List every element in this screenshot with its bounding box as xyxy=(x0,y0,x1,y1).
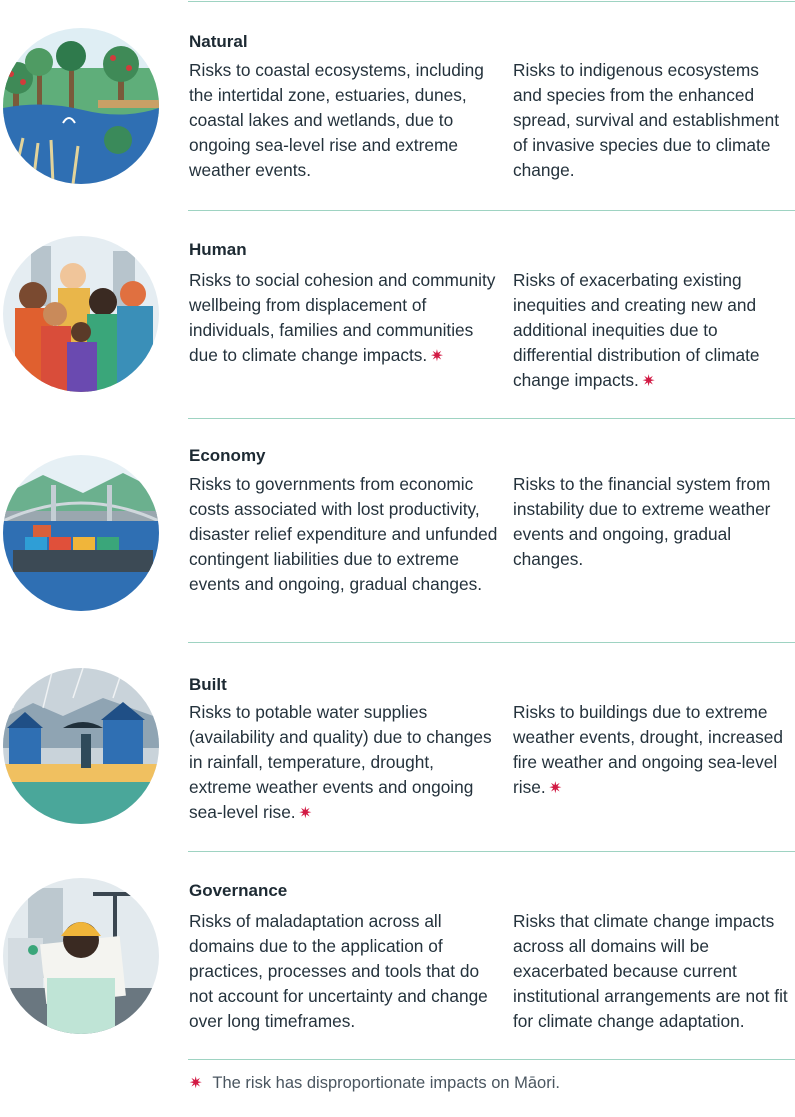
section-title: Built xyxy=(189,675,227,694)
risk-text-right: Risks to the financial system from instability due to extreme weather events and ongoing, gradual changes. xyxy=(513,474,771,569)
section-title: Human xyxy=(189,240,247,259)
risk-text-right: Risks that climate change impacts across all domains will be exacerbated because current institutional arrangements are not fit for climate change adaptation. xyxy=(513,911,788,1031)
section-title: Governance xyxy=(189,881,288,900)
risk-text-left: Risks to social cohesion and community wellbeing from displacement of individuals, families and communities due to climate change impacts. ✷ xyxy=(189,270,496,365)
maori-impact-asterisk-icon: ✷ xyxy=(189,1075,203,1092)
footnote xyxy=(189,1073,560,1093)
maori-impact-asterisk-icon: ✷ xyxy=(641,373,656,390)
risk-text-right: Risks to buildings due to extreme weather events, drought, increased fire weather and ongoing sea-level rise. ✷ xyxy=(513,702,783,797)
coastal-ecosystem-illustration xyxy=(3,28,159,184)
section-title: Natural xyxy=(189,32,248,51)
risk-text-right: Risks of exacerbating existing inequities and creating new and additional inequities due to differential distribution of climate change impacts. ✷ xyxy=(513,270,760,390)
planner-city-illustration xyxy=(3,878,159,1034)
section-title: Economy xyxy=(189,446,266,465)
risk-text-left: Risks to coastal ecosystems, including the intertidal zone, estuaries, dunes, coastal lakes and wetlands, due to ongoing sea-level rise and extreme weather events. xyxy=(189,60,484,180)
footnote-text: The risk has disproportionate impacts on Māori. xyxy=(212,1074,560,1092)
section-divider xyxy=(188,210,795,211)
maori-impact-asterisk-icon: ✷ xyxy=(548,780,563,797)
storm-houses-illustration xyxy=(3,668,159,824)
maori-impact-asterisk-icon: ✷ xyxy=(430,348,444,365)
risk-text-left: Risks of maladaptation across all domains due to the application of practices, processes and tools that do not account for uncertainty and change over long timeframes. xyxy=(189,911,488,1031)
risk-text-right: Risks to indigenous ecosystems and species from the enhanced spread, survival and establishment of invasive species due to climate change. xyxy=(513,60,780,180)
section-divider xyxy=(188,1,795,2)
section-divider xyxy=(188,642,795,643)
port-bridge-illustration xyxy=(3,455,159,611)
section-divider xyxy=(188,1059,795,1060)
maori-impact-asterisk-icon: ✷ xyxy=(298,805,313,822)
section-divider xyxy=(188,418,795,419)
community-people-illustration xyxy=(3,236,159,392)
risk-text-left: Risks to potable water supplies (availability and quality) due to changes in rainfall, temperature, drought, extreme weather events and ongoing sea-level rise. ✷ xyxy=(189,702,492,822)
section-divider xyxy=(188,851,795,852)
risk-text-left: Risks to governments from economic costs associated with lost productivity, disaster relief expenditure and unfunded contingent liabilities due to extreme events and ongoing, gradual changes. xyxy=(189,474,498,594)
